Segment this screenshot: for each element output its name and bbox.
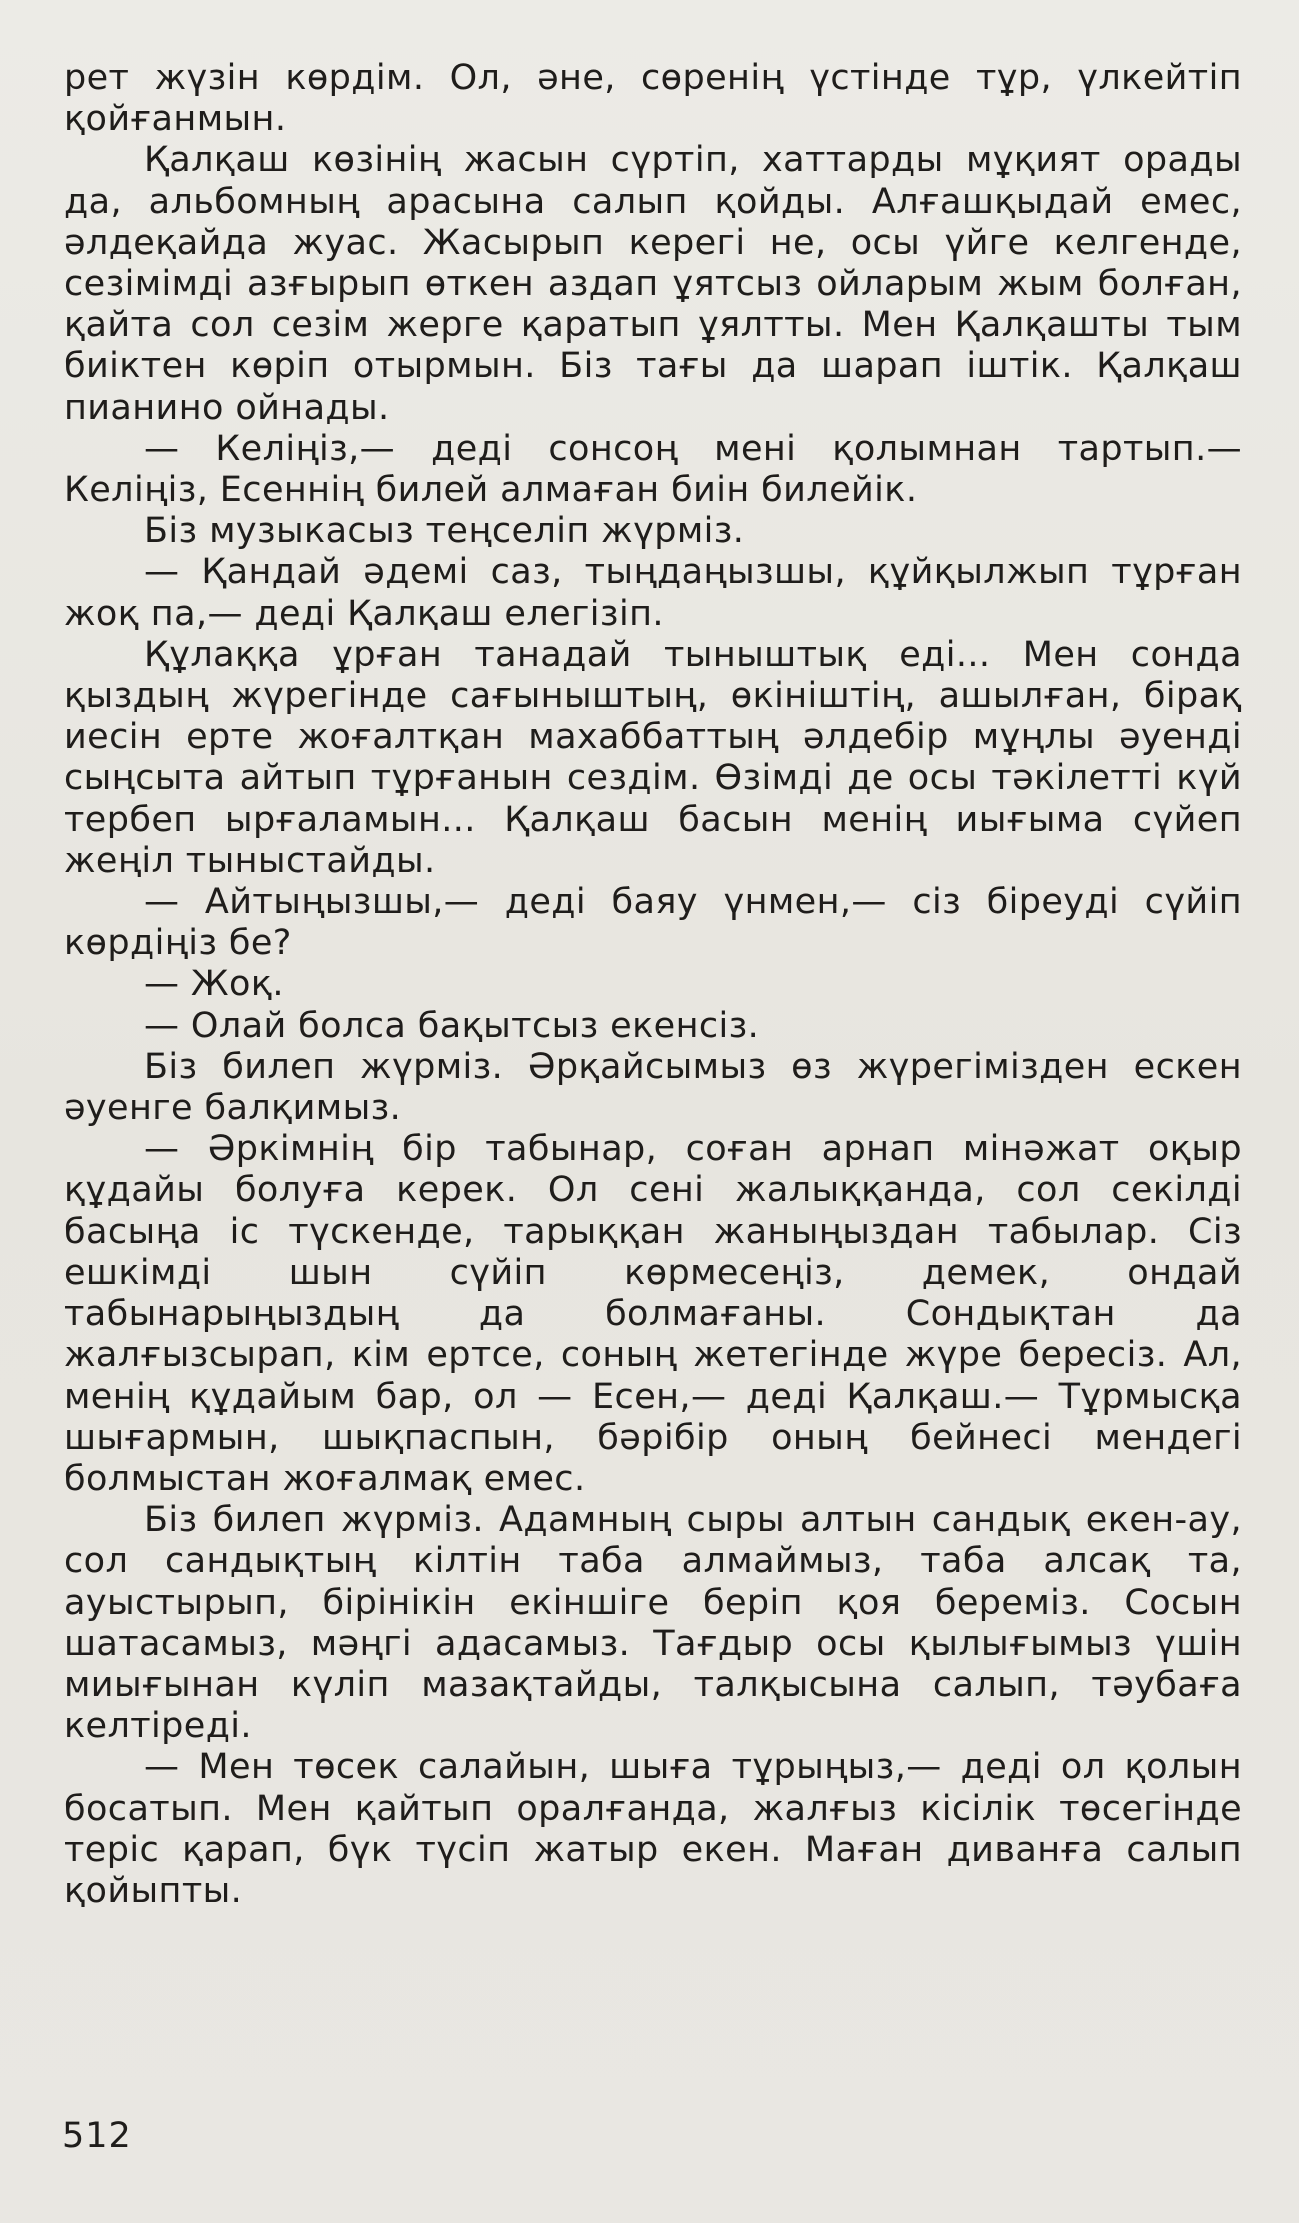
paragraph-5: — Қандай әдемі саз, тыңдаңызшы, құйқылжып тұрған жоқ па,— деді Қалқаш елегізіп. xyxy=(64,552,1242,634)
page-number: 512 xyxy=(62,2116,132,2156)
paragraph-9: — Олай болса бақытсыз екенсіз. xyxy=(144,1005,760,1046)
paragraph-13: — Мен төсек салайын, шыға тұрыңыз,— деді ол қолын босатып. Мен қайтып оралғанда, жалғыз кісілік төсегінде теріс қарап, бүк түсіп жатыр екен. Маған диванға салып қойыпты. xyxy=(64,1747,1242,1911)
paragraph-6: Құлаққа ұрған танадай тыныштық еді... Мен сонда қыздың жүрегінде сағыныштың, өкініштің, ашылған, бірақ иесін ерте жоғалтқан махаббаттың әлдебір мұңлы әуенді сыңсыта айтып тұрғанын сездім. Өзімді де осы тәкілетті күй тербеп ырғаламын... Қалқаш басын менің иығыма сүйеп жеңіл тыныстайды. xyxy=(64,634,1242,881)
paragraph-1: рет жүзін көрдім. Ол, әне, сөренің үстінде тұр, үлкейтіп қойғанмын. xyxy=(64,58,1242,140)
paragraph-4: Біз музыкасыз теңселіп жүрміз. xyxy=(144,511,745,552)
paragraph-3: — Келіңіз,— деді сонсоң мені қолымнан тартып.— Келіңіз, Есеннің билей алмаған биін билейік. xyxy=(64,428,1242,511)
paragraph-10: Біз билеп жүрміз. Әрқайсымыз өз жүрегімізден ескен әуенге балқимыз. xyxy=(64,1046,1242,1129)
paragraph-11: — Әркімнің бір табынар, соған арнап мінәжат оқыр құдайы болуға керек. Ол сені жалыққанда, сол секілді басыңа іс түскенде, тарыққан жаныңыздан табылар. Сіз ешкімді шын сүйіп көрмесеңіз, демек, ондай табынарыңыздың да болмағаны. Сондықтан да жалғызсырап, кім ертсе, соның жетегінде жүре бересіз. Ал, менің құдайым бар, ол — Есен,— деді Қалқаш.— Тұрмысқа шығармын, шықпаспын, бәрібір оның бейнесі мендегі болмыстан жоғалмақ емес. xyxy=(64,1129,1242,1499)
body-text xyxy=(64,58,1242,1912)
paragraph-12: Біз билеп жүрміз. Адамның сыры алтын сандық екен-ау, сол сандықтың кілтін таба алмаймыз, таба алсақ та, ауыстырып, бірінікін екіншіге беріп қоя береміз. Сосын шатасамыз, мәңгі адасамыз. Тағдыр осы қылығымыз үшін миығынан күліп мазақтайды, талқысына салып, тәубаға келтіреді. xyxy=(64,1500,1242,1747)
paragraph-2: Қалқаш көзінің жасын сүртіп, хаттарды мұқият орады да, альбомның арасына салып қойды. Алғашқыдай емес, әлдеқайда жуас. Жасырып керегі не, осы үйге келгенде, сезімімді азғырып өткен аздап ұятсыз ойларым жым болған, қайта сол сезім жерге қаратып ұялтты. Мен Қалқашты тым биіктен көріп отырмын. Біз тағы да шарап іштік. Қалқаш пианино ойнады. xyxy=(64,140,1242,428)
paragraph-8: — Жоқ. xyxy=(144,964,284,1005)
paragraph-7: — Айтыңызшы,— деді баяу үнмен,— сіз біреуді сүйіп көрдіңіз бе? xyxy=(64,882,1242,964)
